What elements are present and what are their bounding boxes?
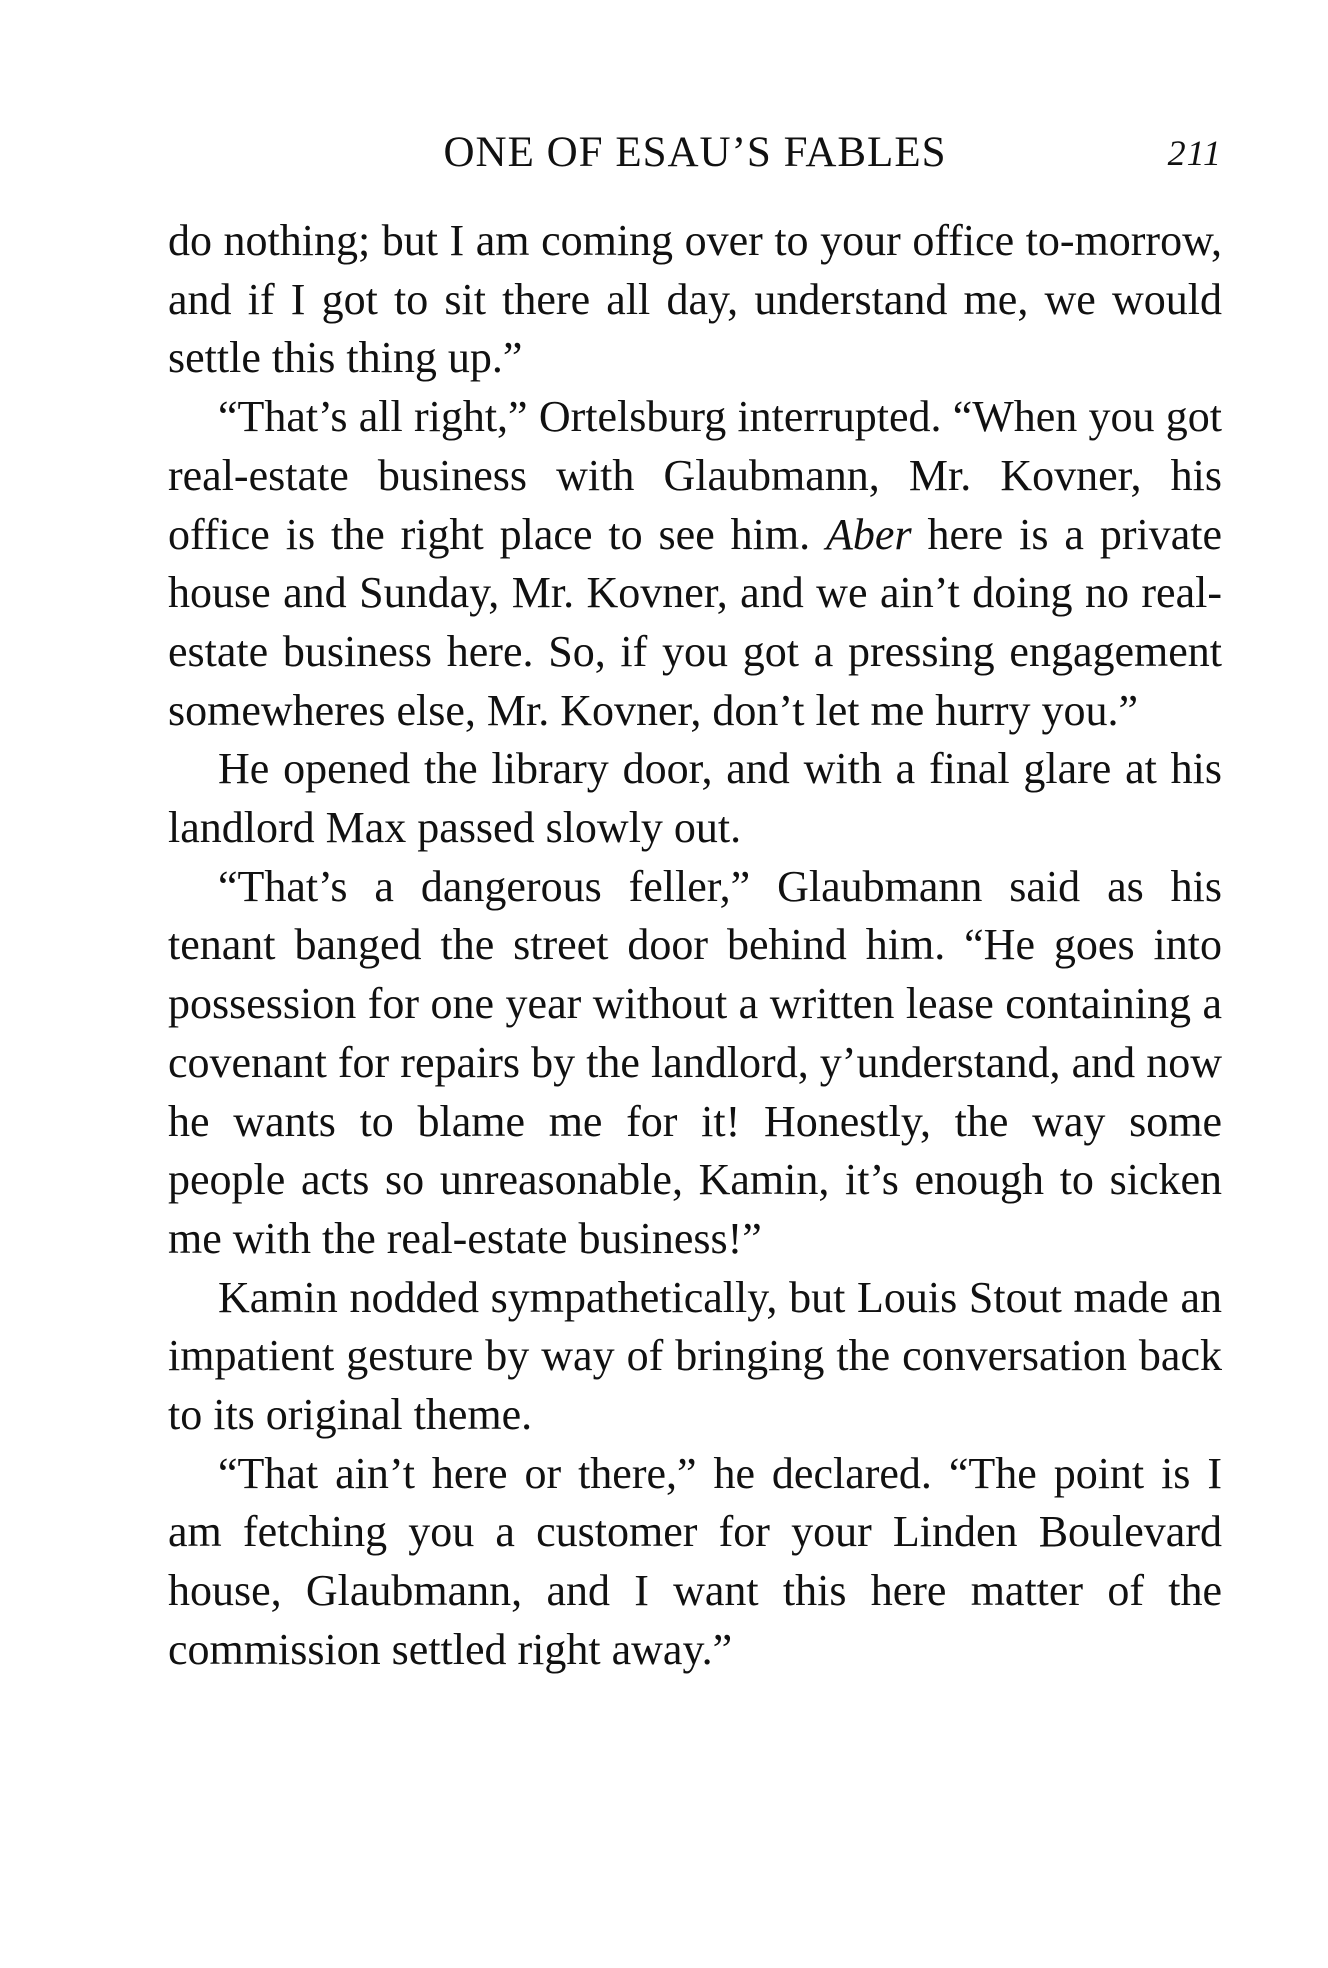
paragraph-library-door: He opened the library door, and with a final glare at his landlord Max passed slowly out. <box>168 744 1222 853</box>
page-number: 211 <box>1167 133 1222 173</box>
italic-word-aber: Aber <box>826 509 912 559</box>
page-header <box>168 128 1222 188</box>
paragraph-kamin-nodded: Kamin nodded sympathetically, but Louis Stout made an impatient gesture by way of bringing the conversation back to its original theme. <box>168 1272 1222 1440</box>
running-title: ONE OF ESAU’S FABLES <box>443 129 947 176</box>
paragraph-ortelsburg-part1: “That’s all right,” Ortelsburg interrupted. “When you got real-estate business with Glaubmann, Mr. Kovner, his office is the right place to see him. <box>168 392 1222 559</box>
body-text <box>168 212 1222 1680</box>
paragraph-continued: do nothing; but I am coming over to your office to-morrow, and if I got to sit there all day, understand me, we would settle this thing up.” <box>168 216 1222 383</box>
paragraph-louis-stout: “That ain’t here or there,” he declared. “The point is I am fetching you a customer for your Linden Boulevard house, Glaubmann, and I want this here matter of the commission settled right away.” <box>168 1448 1222 1674</box>
paragraph-ortelsburg-part2: here is a private house and Sunday, Mr. Kovner, and we ain’t doing no real-estate business here. So, if you got a pressing engagement somewheres else, Mr. Kovner, don’t let me hurry you.” <box>168 509 1222 735</box>
paragraph-ortelsburg <box>168 388 1222 740</box>
paragraph-dangerous-feller: “That’s a dangerous feller,” Glaubmann said as his tenant banged the street door behind him. “He goes into possession for one year without a written lease containing a covenant for repairs by the landlord, y’understand, and now he wants to blame me for it! Honestly, the way some people acts so unreasonable, Kamin, it’s enough to sicken me with the real-estate business!” <box>168 861 1222 1263</box>
